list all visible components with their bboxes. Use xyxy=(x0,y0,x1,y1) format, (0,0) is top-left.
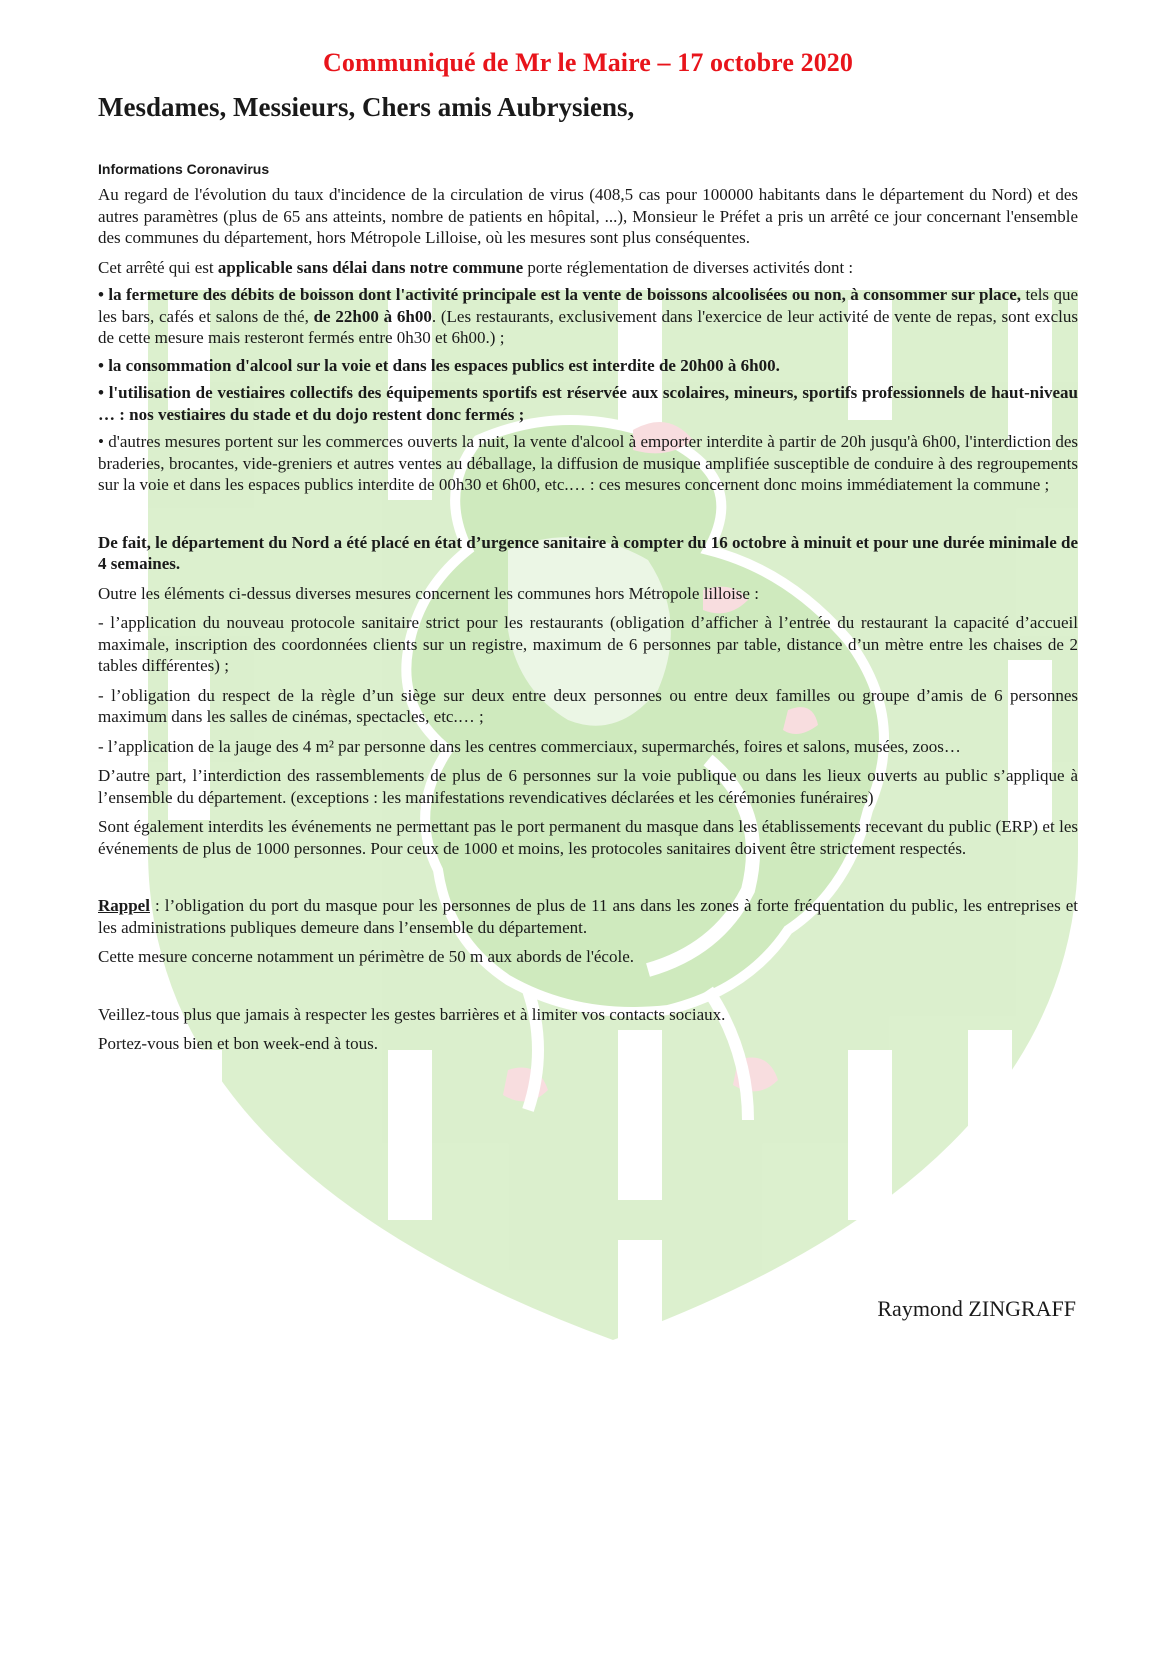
section-label: Informations Coronavirus xyxy=(98,161,270,177)
paragraph-rassemblements: D’autre part, l’interdiction des rassemblements de plus de 6 personnes sur la voie publique ou dans les lieux ouverts au public s’applique à l’ensemble du département. (exceptions : les manifestations revendicatives déclarées et les cérémonies funéraires) xyxy=(98,766,1078,807)
measure-bars: • la fermeture des débits de boisson dont l'activité principale est la vente de boissons alcoolisées ou non, à consommer sur place, tels que les bars, cafés et salons de thé, de 22h00 à 6h00. (Les restaurants, exclusivement dans l'exercice de leur activité de vente de repas, sont exclus de cette mesure mais resteront fermés entre 0h30 et 6h00.) ; xyxy=(98,285,1079,347)
paragraph-rappel: Rappel : l’obligation du port du masque pour les personnes de plus de 11 ans dans les zones à forte fréquentation du public, les entreprises et les administrations publiques demeure dans l’ensemble du département. xyxy=(98,896,1078,937)
paragraph-gestes: Veillez-tous plus que jamais à respecter les gestes barrières et à limiter vos contacts sociaux. xyxy=(98,1004,726,1024)
paragraph-intro: Au regard de l'évolution du taux d'incidence de la circulation de virus (408,5 cas pour 100000 habitants dans le département du Nord) et des autres paramètres (plus de 65 ans atteints, nombre de patients en hôpital, ...), Monsieur le Préfet a pris un arrêté ce jour concernant l'ensemble des communes du département, hors Métropole Lilloise, où les mesures sont plus conséquentes. xyxy=(98,185,1078,247)
signature: Raymond ZINGRAFF xyxy=(877,1296,1076,1321)
paragraph-arrete: Cet arrêté qui est applicable sans délai dans notre commune porte réglementation de diverses activités dont : xyxy=(98,257,854,277)
greeting: Mesdames, Messieurs, Chers amis Aubrysiens, xyxy=(98,92,635,122)
measure-restaurants: - l’application du nouveau protocole sanitaire strict pour les restaurants (obligation d’afficher à l’entrée du restaurant la capacité d’accueil maximale, inscription des coordonnées clients sur un registre, maximum de 6 personnes par table, distance d’un mètre entre les chaises de 2 tables différentes) ; xyxy=(98,613,1078,675)
page-title: Communiqué de Mr le Maire – 17 octobre 2020 xyxy=(322,48,853,77)
measure-vestiaires: • l'utilisation de vestiaires collectifs des équipements sportifs est réservée aux scolaires, mineurs, sportifs professionnels de haut-niveau … : nos vestiaires du stade et du dojo restent donc fermés ; xyxy=(98,383,1078,424)
paragraph-evenements: Sont également interdits les événements ne permettant pas le port permanent du masque dans les établissements recevant du public (ERP) et les événements de plus de 1000 personnes. Pour ceux de 1000 et moins, les protocoles sanitaires doivent être strictement respectés. xyxy=(98,817,1078,858)
paragraph-closing: Portez-vous bien et bon week-end à tous. xyxy=(98,1034,378,1053)
rappel-label: Rappel xyxy=(98,896,150,915)
paragraph-urgence: De fait, le département du Nord a été placé en état d’urgence sanitaire à compter du 16 octobre à minuit et pour une durée minimale de 4 semaines. xyxy=(98,532,1078,573)
measure-other: • d'autres mesures portent sur les commerces ouverts la nuit, la vente d'alcool à emporter interdite à partir de 20h jusqu'à 6h00, l'interdiction des braderies, brocantes, vide-greniers et autres ventes au déballage, la diffusion de musique amplifiée susceptible de conduire à des regroupements sur la voie et dans les espaces publics interdite de 00h30 et 6h00, etc.… : ces mesures concernent donc moins immédiatement la commune ; xyxy=(98,432,1078,494)
paragraph-outre: Outre les éléments ci-dessus diverses mesures concernent les communes hors Métropole lilloise : xyxy=(98,583,759,603)
measure-cinemas: - l’obligation du respect de la règle d’un siège sur deux entre deux personnes ou entre deux familles ou groupe d’amis de 6 personnes maximum dans les salles de cinémas, spectacles, etc.… ; xyxy=(98,685,1078,726)
measure-jauge: - l’application de la jauge des 4 m² par personne dans les centres commerciaux, supermarchés, foires et salons, musées, zoos… xyxy=(98,736,961,756)
document-body xyxy=(98,48,1078,1063)
paragraph-ecole: Cette mesure concerne notamment un périmètre de 50 m aux abords de l'école. xyxy=(98,947,634,966)
measure-alcohol: • la consommation d'alcool sur la voie et dans les espaces publics est interdite de 20h00 à 6h00. xyxy=(98,355,780,375)
